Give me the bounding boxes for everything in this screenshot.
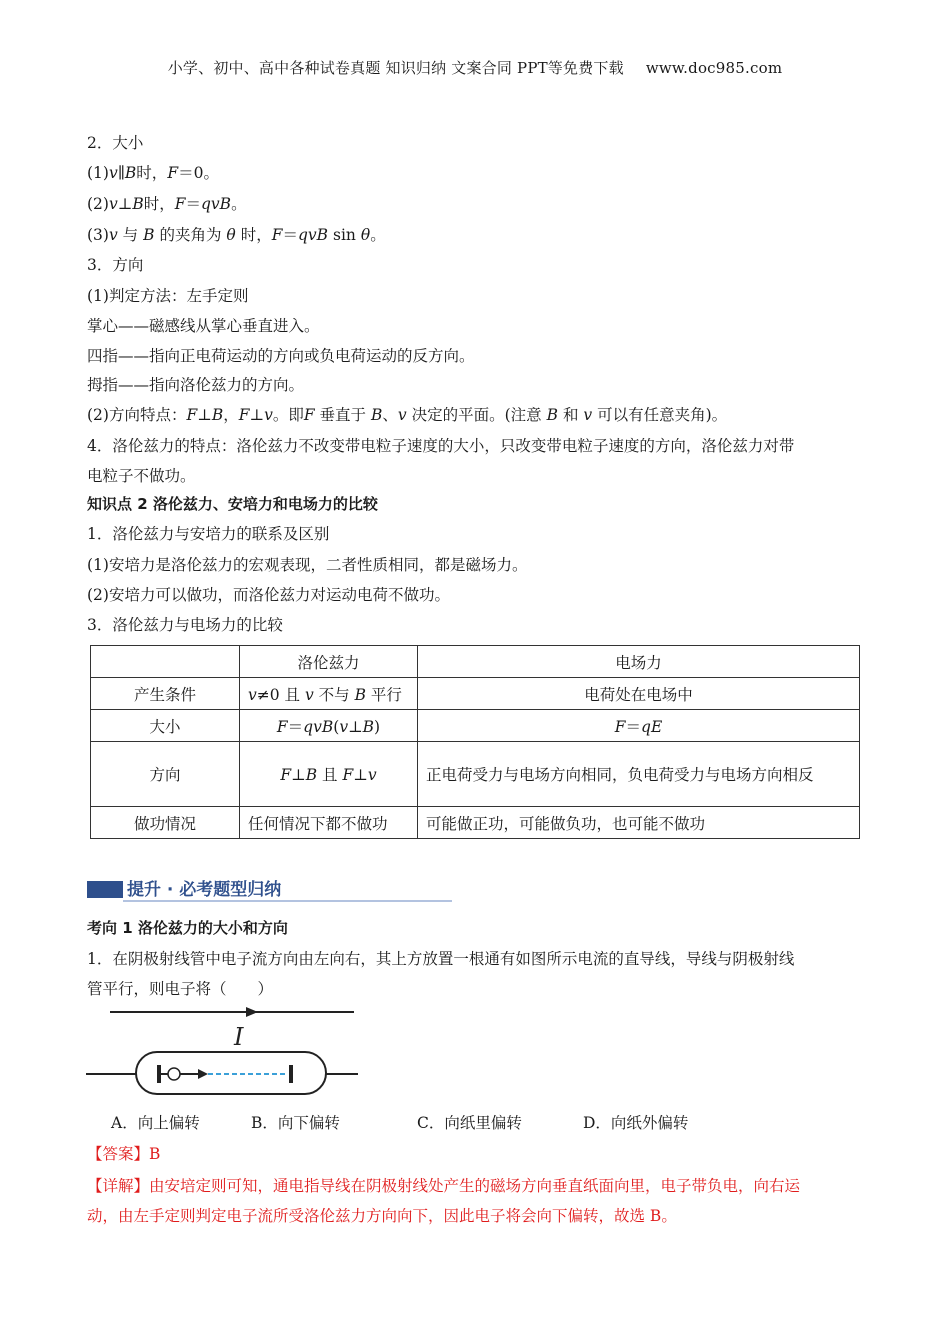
- table-header: 洛伦兹力: [240, 646, 418, 678]
- t: 。: [231, 195, 247, 213]
- t: (2)方向特点：: [87, 406, 187, 424]
- t: qvB: [303, 717, 334, 736]
- t: 不与: [313, 685, 355, 704]
- t: ⊥: [353, 766, 368, 784]
- sec2-title: 2．大小: [87, 134, 144, 152]
- t: ): [374, 717, 381, 736]
- comparison-table: [90, 645, 860, 839]
- t: θ: [360, 226, 371, 244]
- t: (2): [87, 195, 109, 213]
- banner-underline: [123, 900, 452, 902]
- kp2-s3: (2)安培力可以做功，而洛伦兹力对运动电荷不做功。: [87, 586, 450, 604]
- t: 决定的平面。(注意: [411, 406, 542, 424]
- sec3-title: 3．方向: [87, 256, 144, 274]
- cathode-ray-figure: [86, 1000, 362, 1096]
- t: ＝: [185, 195, 201, 213]
- t: B: [305, 766, 318, 784]
- sec4-line1: 4．洛伦兹力的特点：洛伦兹力不改变带电粒子速度的大小，只改变带电粒子速度的方向，洛伦兹力对带: [87, 437, 795, 455]
- t: 可以有任意夹角)。: [597, 406, 728, 424]
- detail-line2: 动，由左手定则判定电子流所受洛伦兹力方向向下，因此电子将会向下偏转，故选 B。: [87, 1207, 677, 1225]
- sec4-line2: 电粒子不做功。: [87, 467, 196, 485]
- t: B: [124, 164, 137, 182]
- t: B: [143, 226, 155, 244]
- table-cell: [91, 646, 240, 678]
- table-cell: [240, 710, 418, 742]
- t: 时，: [240, 226, 272, 244]
- t: (: [333, 717, 340, 736]
- t: F: [271, 226, 283, 244]
- table-cell: 任何情况下都不做功: [240, 807, 418, 839]
- t: qE: [641, 717, 663, 736]
- option-a[interactable]: A．向上偏转: [111, 1114, 200, 1132]
- t: qvB: [297, 226, 329, 244]
- t: ⊥: [117, 195, 133, 213]
- t: F: [280, 766, 292, 784]
- table-cell: [418, 710, 860, 742]
- t: 。: [370, 226, 386, 244]
- detail-line1: 【详解】由安培定则可知，通电指导线在阴极射线处产生的磁场方向垂直纸面向里，电子带负电，向右运: [87, 1177, 801, 1195]
- banner-title: 提升 · 必考题型归纳: [127, 880, 282, 900]
- option-b[interactable]: B．向下偏转: [251, 1114, 340, 1132]
- t: ＝: [287, 717, 304, 736]
- kp2-s4: 3．洛伦兹力与电场力的比较: [87, 616, 283, 634]
- t: 平行: [365, 685, 402, 704]
- t: (3): [87, 226, 109, 244]
- sec2-line3: [87, 225, 386, 245]
- t: 且: [317, 766, 343, 784]
- current-label: I: [234, 1023, 244, 1051]
- t: 时，: [136, 164, 168, 182]
- t: 、: [382, 406, 398, 424]
- t: B: [211, 406, 224, 424]
- sec3-thumb: 拇指——指向洛伦兹力的方向。: [87, 376, 305, 394]
- t: B: [354, 685, 366, 704]
- table-cell: 正电荷受力与电场方向相同，负电荷受力与电场方向相反: [418, 742, 860, 807]
- table-cell: [240, 678, 418, 710]
- t: v: [248, 685, 257, 704]
- electron-gun: [168, 1068, 180, 1080]
- table-cell: 电荷处在电场中: [418, 678, 860, 710]
- t: F: [614, 717, 626, 736]
- table-cell: 可能做正功，可能做负功，也可能不做功: [418, 807, 860, 839]
- current-arrow-icon: [246, 1007, 258, 1017]
- question-line2: 管平行，则电子将（ ）: [87, 980, 274, 998]
- sec3-palm: 掌心——磁感线从掌心垂直进入。: [87, 317, 320, 335]
- kx1-title: 考向 1 洛伦兹力的大小和方向: [87, 919, 288, 937]
- t: v: [264, 406, 273, 424]
- t: v: [583, 406, 593, 424]
- t: 时，: [143, 195, 175, 213]
- page-header: [0, 57, 950, 78]
- t: F: [342, 766, 354, 784]
- sec2-line2: [87, 194, 247, 214]
- table-row: [91, 710, 860, 742]
- t: 。即: [272, 406, 304, 424]
- option-c[interactable]: C．向纸里偏转: [417, 1114, 522, 1132]
- table-cell: 做功情况: [91, 807, 240, 839]
- t: v: [367, 766, 377, 784]
- table-row: [91, 742, 860, 807]
- t: v: [108, 164, 118, 182]
- t: ⊥: [249, 406, 265, 424]
- t: ＝: [625, 717, 642, 736]
- t: ≠0 且: [256, 685, 305, 704]
- t: F: [276, 717, 288, 736]
- section-banner: [87, 872, 452, 902]
- t: θ: [226, 226, 236, 244]
- header-text: 小学、初中、高中各种试卷真题 知识归纳 文案合同 PPT等免费下载: [167, 59, 624, 77]
- t: ，: [223, 406, 239, 424]
- t: (1): [87, 164, 109, 182]
- t: v: [108, 195, 118, 213]
- t: F: [174, 195, 186, 213]
- t: ⊥: [348, 717, 363, 736]
- sec2-line1: [87, 163, 219, 183]
- t: F: [303, 406, 315, 424]
- table-cell: 大小: [91, 710, 240, 742]
- t: B: [546, 406, 558, 424]
- t: ∥: [117, 164, 125, 182]
- t: 垂直于: [319, 406, 367, 424]
- t: qvB: [201, 195, 232, 213]
- t: 的夹角为: [159, 226, 222, 244]
- sec3-fingers: 四指——指向正电荷运动的方向或负电荷运动的反方向。: [87, 347, 475, 365]
- table-row: [91, 807, 860, 839]
- t: v: [397, 406, 407, 424]
- answer-options: [111, 1113, 688, 1133]
- banner-bar: [87, 881, 123, 898]
- t: B: [132, 195, 144, 213]
- sec3-feature: [87, 405, 727, 425]
- table-row: [91, 646, 860, 678]
- t: B: [362, 717, 375, 736]
- t: 和: [562, 406, 579, 424]
- t: F: [167, 164, 179, 182]
- table-header: 电场力: [418, 646, 860, 678]
- cathode-plate: [157, 1065, 161, 1083]
- t: B: [371, 406, 383, 424]
- t: 与: [122, 226, 139, 244]
- question-line1: 1．在阴极射线管中电子流方向由左向右，其上方放置一根通有如图所示电流的直导线，导线与阴极射线: [87, 950, 795, 968]
- option-d[interactable]: D．向纸外偏转: [583, 1114, 689, 1132]
- kp2-s1: 1．洛伦兹力与安培力的联系及区别: [87, 525, 330, 543]
- kp2-s2: (1)安培力是洛伦兹力的宏观表现，二者性质相同，都是磁场力。: [87, 556, 528, 574]
- table-cell: 方向: [91, 742, 240, 807]
- t: ⊥: [197, 406, 212, 424]
- kp2-title: 知识点 2 洛伦兹力、安培力和电场力的比较: [87, 495, 378, 513]
- t: ⊥: [291, 766, 306, 784]
- table-cell: [240, 742, 418, 807]
- t: ＝0。: [178, 164, 219, 182]
- t: sin: [333, 226, 356, 244]
- answer-text: 【答案】B: [87, 1145, 161, 1163]
- t: ＝: [282, 226, 298, 244]
- sec3-method: (1)判定方法：左手定则: [87, 287, 249, 305]
- t: F: [186, 406, 198, 424]
- table-cell: 产生条件: [91, 678, 240, 710]
- t: v: [339, 717, 349, 736]
- t: F: [238, 406, 250, 424]
- header-url[interactable]: www.doc985.com: [645, 59, 783, 77]
- t: v: [304, 685, 314, 704]
- table-row: [91, 678, 860, 710]
- anode-plate: [289, 1065, 293, 1083]
- t: v: [108, 226, 118, 244]
